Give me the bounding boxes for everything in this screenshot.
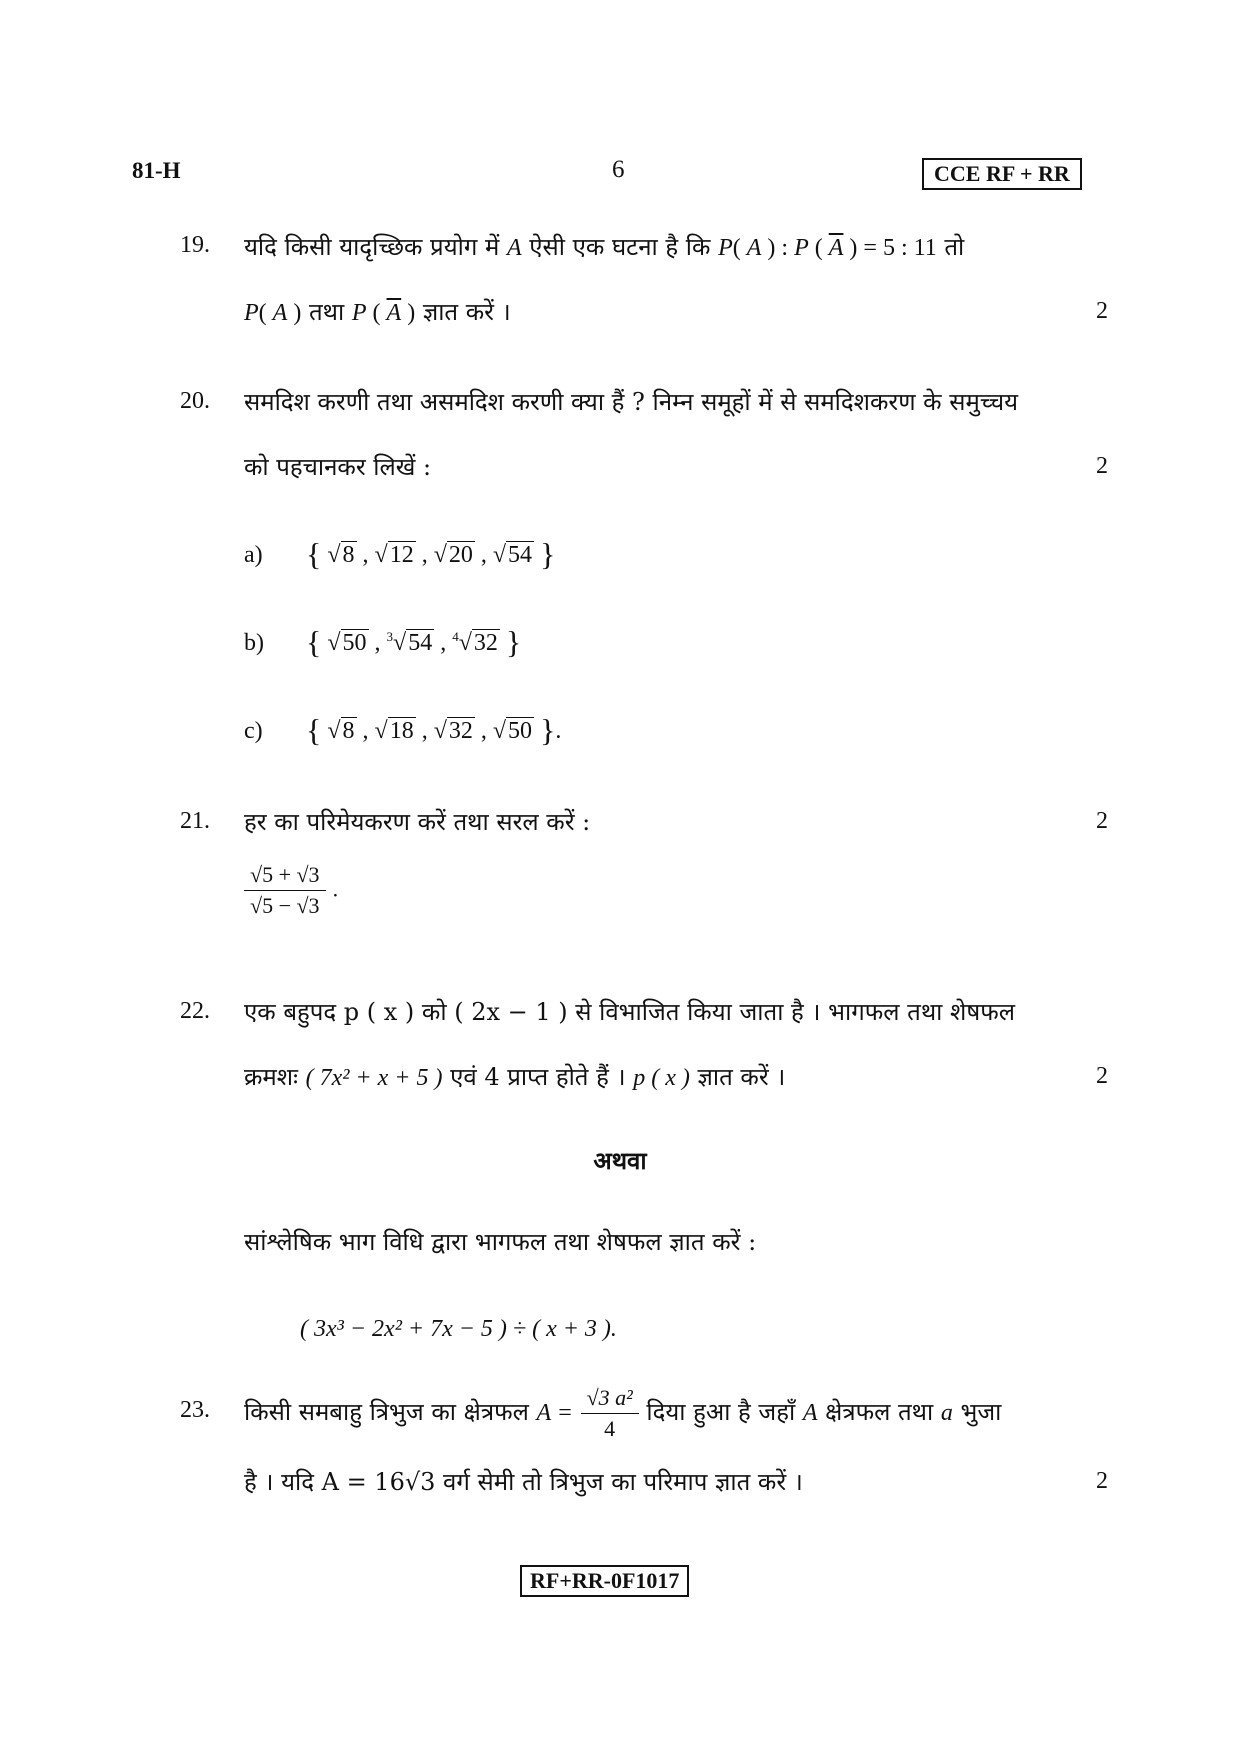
q22-alt-text: सांश्लेषिक भाग विधि द्वारा भागफल तथा शेषफल ज्ञात करें : [244,1228,757,1256]
q20-line1: समदिश करणी तथा असमदिश करणी क्या हैं ? निम्न समूहों में से समदिशकरण के समुच्चय [244,388,1019,416]
q23-line2: है । यदि A = 16√3 वर्ग सेमी तो त्रिभुज का परिमाप ज्ञात करें । [244,1468,803,1496]
q22-marks: 2 [1096,1063,1108,1089]
q20-marks: 2 [1096,453,1108,479]
question-number-19: 19. [180,232,210,258]
q19-line1: यदि किसी यादृच्छिक प्रयोग में A ऐसी एक घटना है कि P( A ) : P ( $\overline{A}$ ) = 5 : 11 तो [244,233,965,261]
q19-marks: 2 [1096,298,1108,324]
question-number-21: 21. [180,808,210,834]
q23-marks: 2 [1096,1468,1108,1494]
q22-alt-expression: ( 3x³ − 2x² + 7x − 5 ) ÷ ( x + 3 ). [300,1316,617,1342]
q23-line1: किसी समबाहु त्रिभुज का क्षेत्रफल A = $\frac{\text{√3 a²}}{4}$ दिया हुआ है जहाँ A क्षेत्रफल तथा a भुजा [244,1385,1002,1441]
q19-line2: P( A ) तथा P ( $\overline{A}$ ) ज्ञात करें । [244,298,511,326]
question-number-23: 23. [180,1397,210,1423]
q21-fraction: $\frac{√5 + √3}{√5 - √3}$ . [244,862,338,919]
page-number: 6 [612,156,625,183]
q20-option-c: c) { √8 , √18 , √32 , √50 }. [244,712,562,748]
q22-line1: एक बहुपद p ( x ) को ( 2x − 1 ) से विभाजित किया जाता है । भागफल तथा शेषफल [244,998,1015,1026]
or-heading: अथवा [593,1146,647,1175]
q19-ratio: P [718,235,733,261]
q20-option-b: b) { √50 , $^3$√54 , $^4$√32 } [244,624,522,660]
q20-option-a: a) { √8 , √12 , √20 , √54 } [244,536,556,572]
series-box: CCE RF + RR [922,158,1082,190]
q22-line2: क्रमशः ( 7x² + x + 5 ) एवं 4 प्राप्त होते हैं । p ( x ) ज्ञात करें । [244,1063,786,1091]
question-number-20: 20. [180,388,210,414]
q21-marks: 2 [1096,808,1108,834]
q21-text: हर का परिमेयकरण करें तथा सरल करें : [244,808,591,836]
paper-code: 81-H [132,158,181,183]
question-number-22: 22. [180,998,210,1024]
footer-code: RF+RR-0F1017 [520,1565,689,1597]
q20-line2: को पहचानकर लिखें : [244,453,432,481]
